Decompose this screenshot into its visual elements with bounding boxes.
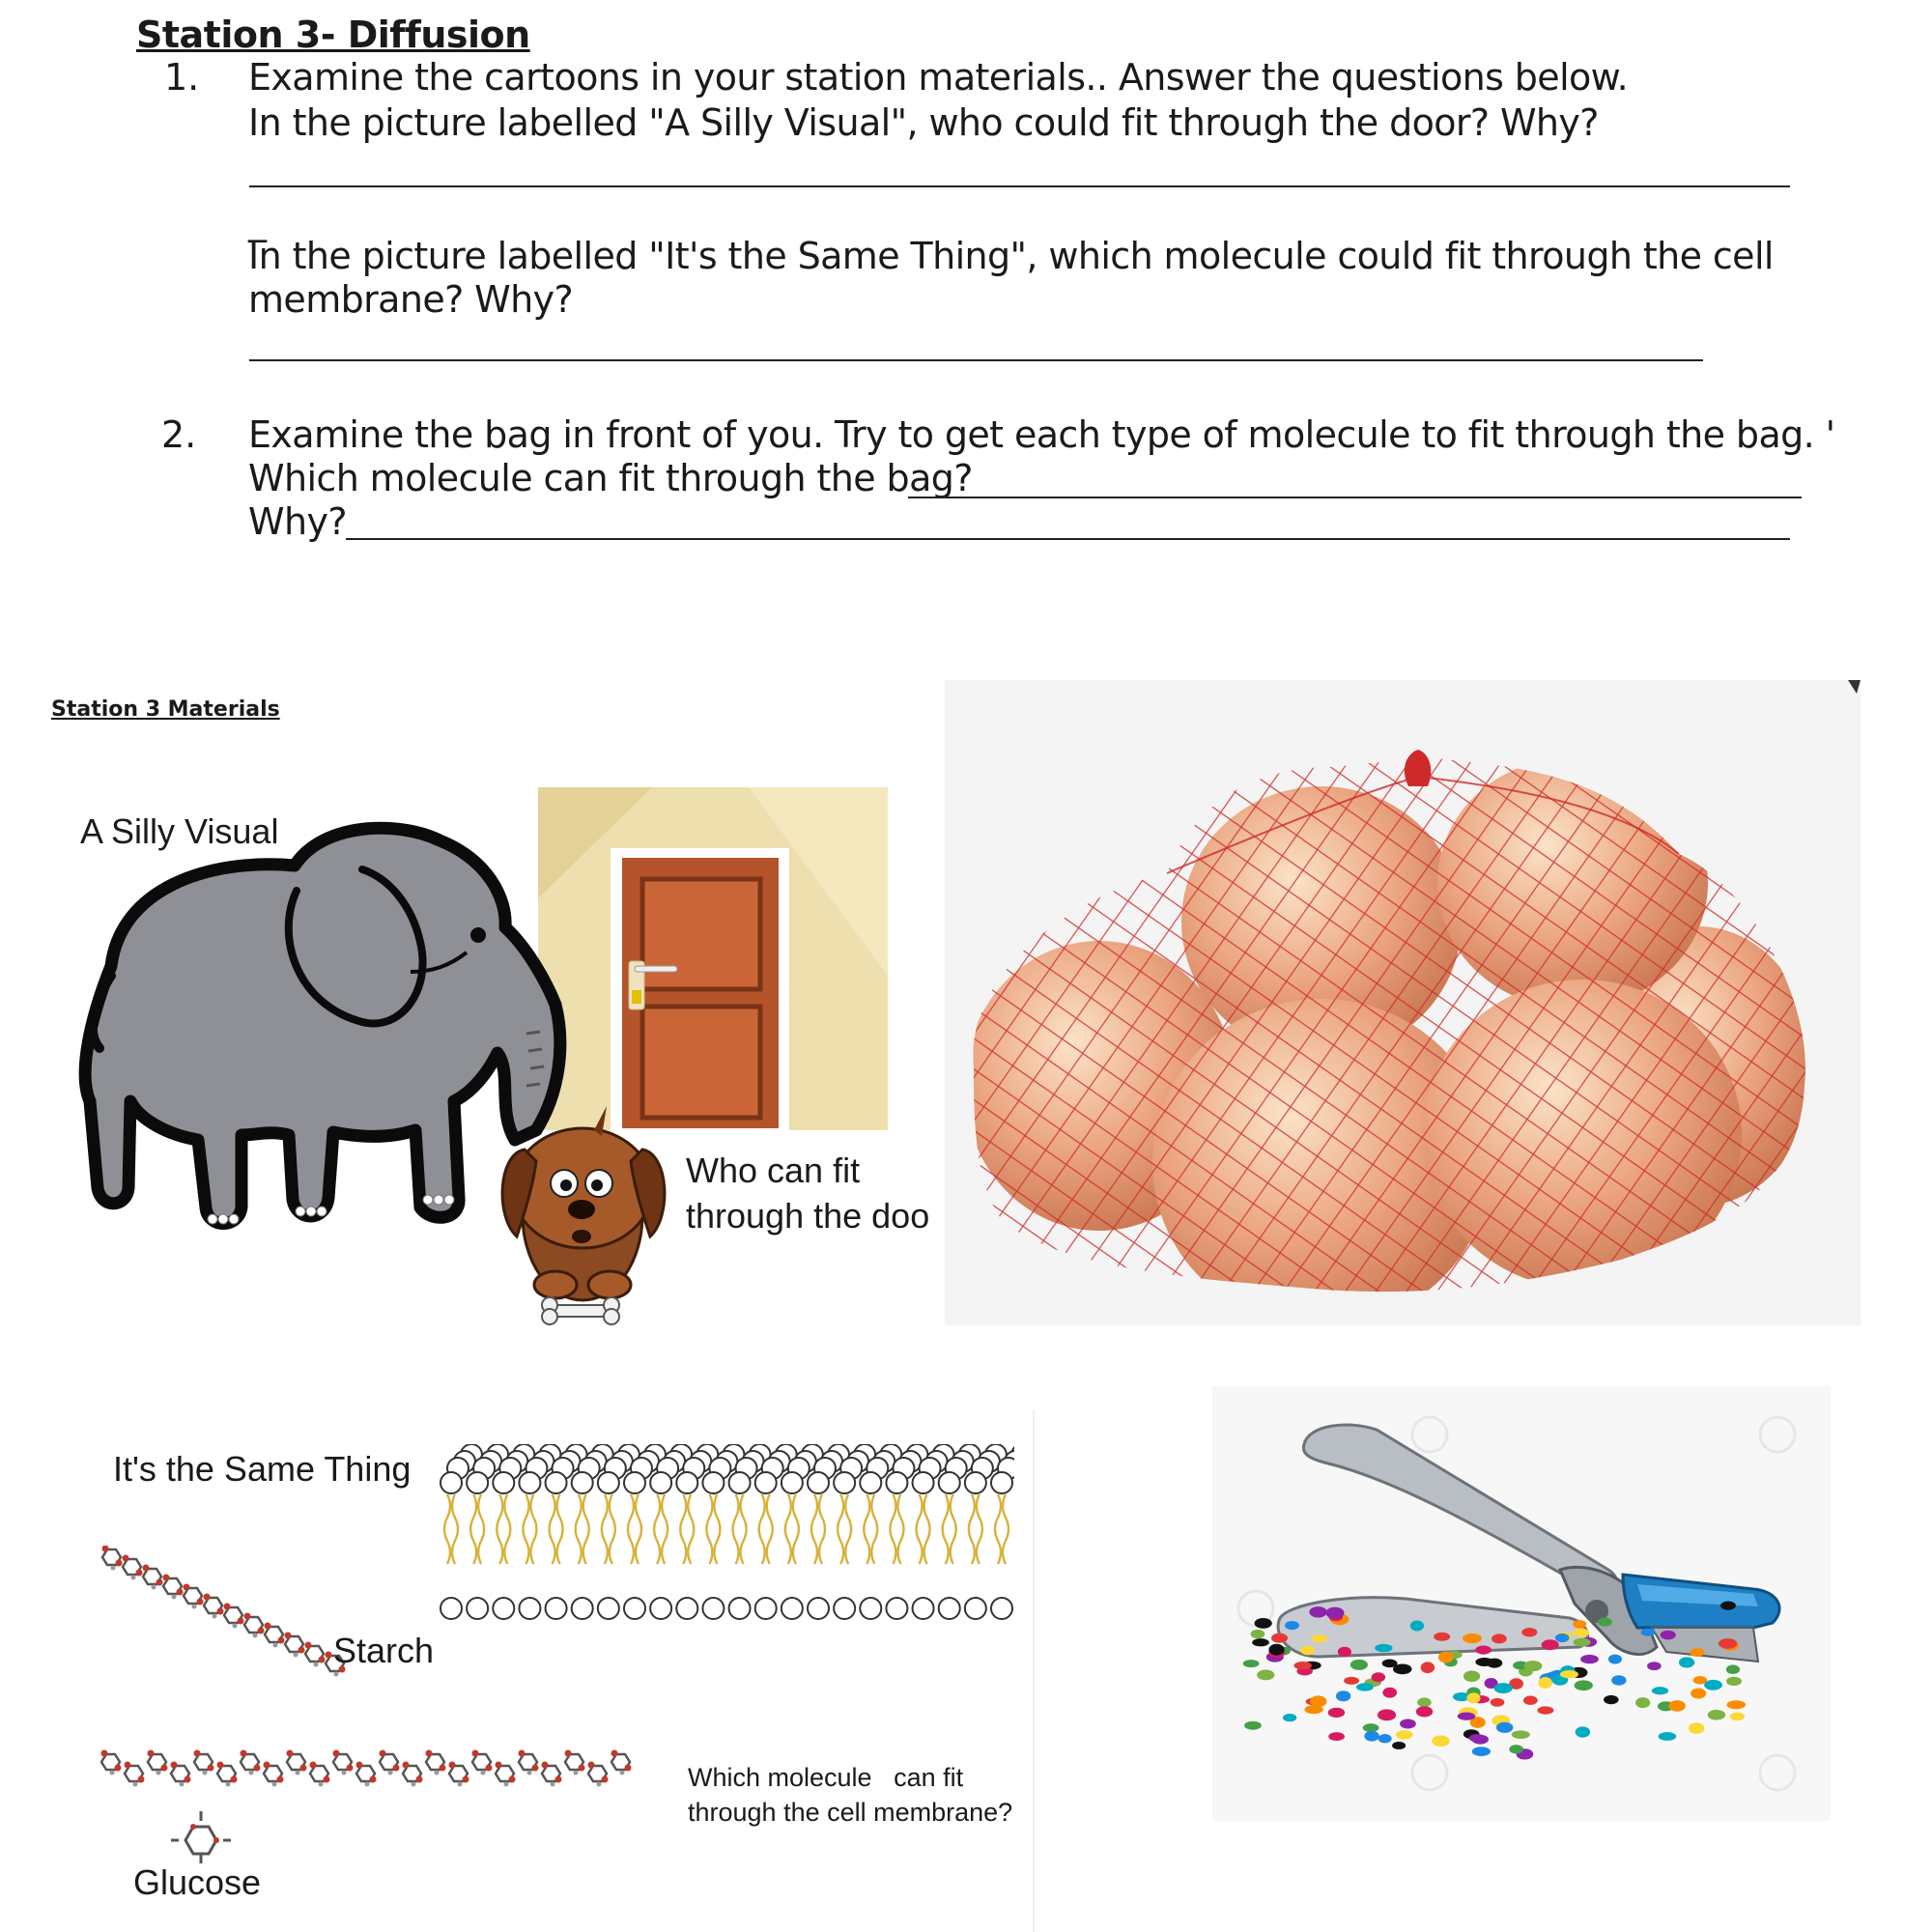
question-2-number: 2.	[161, 413, 197, 456]
starch-label: Starch	[333, 1631, 435, 1670]
elephant-illustration	[85, 828, 560, 1223]
same-thing-label: It's the Same Thing	[113, 1449, 412, 1489]
glucose-molecule	[171, 1811, 231, 1863]
stray-mark: _	[248, 200, 267, 242]
same-thing-caption-line1: Which molecule can fit	[688, 1763, 964, 1792]
question-2b-prompt: Why?	[248, 500, 347, 543]
question-1b-prompt-cont: membrane? Why?	[248, 278, 574, 321]
silly-visual-caption	[686, 1148, 945, 1238]
answer-line-2b[interactable]	[346, 538, 1790, 540]
glucose-label: Glucose	[133, 1862, 262, 1902]
question-2-instructions: Examine the bag in front of you. Try to get each type of molecule to fit through the bag. '	[248, 413, 1835, 456]
silly-visual-caption-line1: Who can fit	[686, 1151, 861, 1190]
silly-visual-caption-line2: through the doo	[686, 1196, 930, 1236]
silly-visual-label: A Silly Visual	[80, 811, 279, 851]
answer-line-2a[interactable]	[908, 497, 1802, 498]
answer-line-1b[interactable]	[249, 359, 1703, 361]
question-2a-prompt: Which molecule can fit through the bag?	[248, 457, 973, 499]
door-illustration	[538, 787, 888, 1130]
question-1b-prompt: In the picture labelled "It's the Same Thing", which molecule could fit through the cell	[248, 235, 1774, 277]
answer-line-1a[interactable]	[249, 185, 1790, 187]
same-thing-caption-line2: through the cell membrane?	[688, 1798, 1013, 1827]
same-thing-caption	[688, 1760, 1012, 1830]
materials-title: Station 3 Materials	[51, 697, 280, 722]
worksheet-title: Station 3- Diffusion	[136, 14, 530, 56]
question-1a-prompt: In the picture labelled "A Silly Visual", who could fit through the door? Why?	[248, 101, 1599, 144]
question-1-number: 1.	[164, 56, 200, 99]
onion-bag-photo	[945, 680, 1861, 1325]
panel-divider	[1033, 1410, 1035, 1932]
hole-punch-photo	[1212, 1386, 1831, 1821]
silly-visual-illustration	[72, 782, 947, 1333]
question-1-instructions: Examine the cartoons in your station materials.. Answer the questions below.	[248, 56, 1629, 99]
